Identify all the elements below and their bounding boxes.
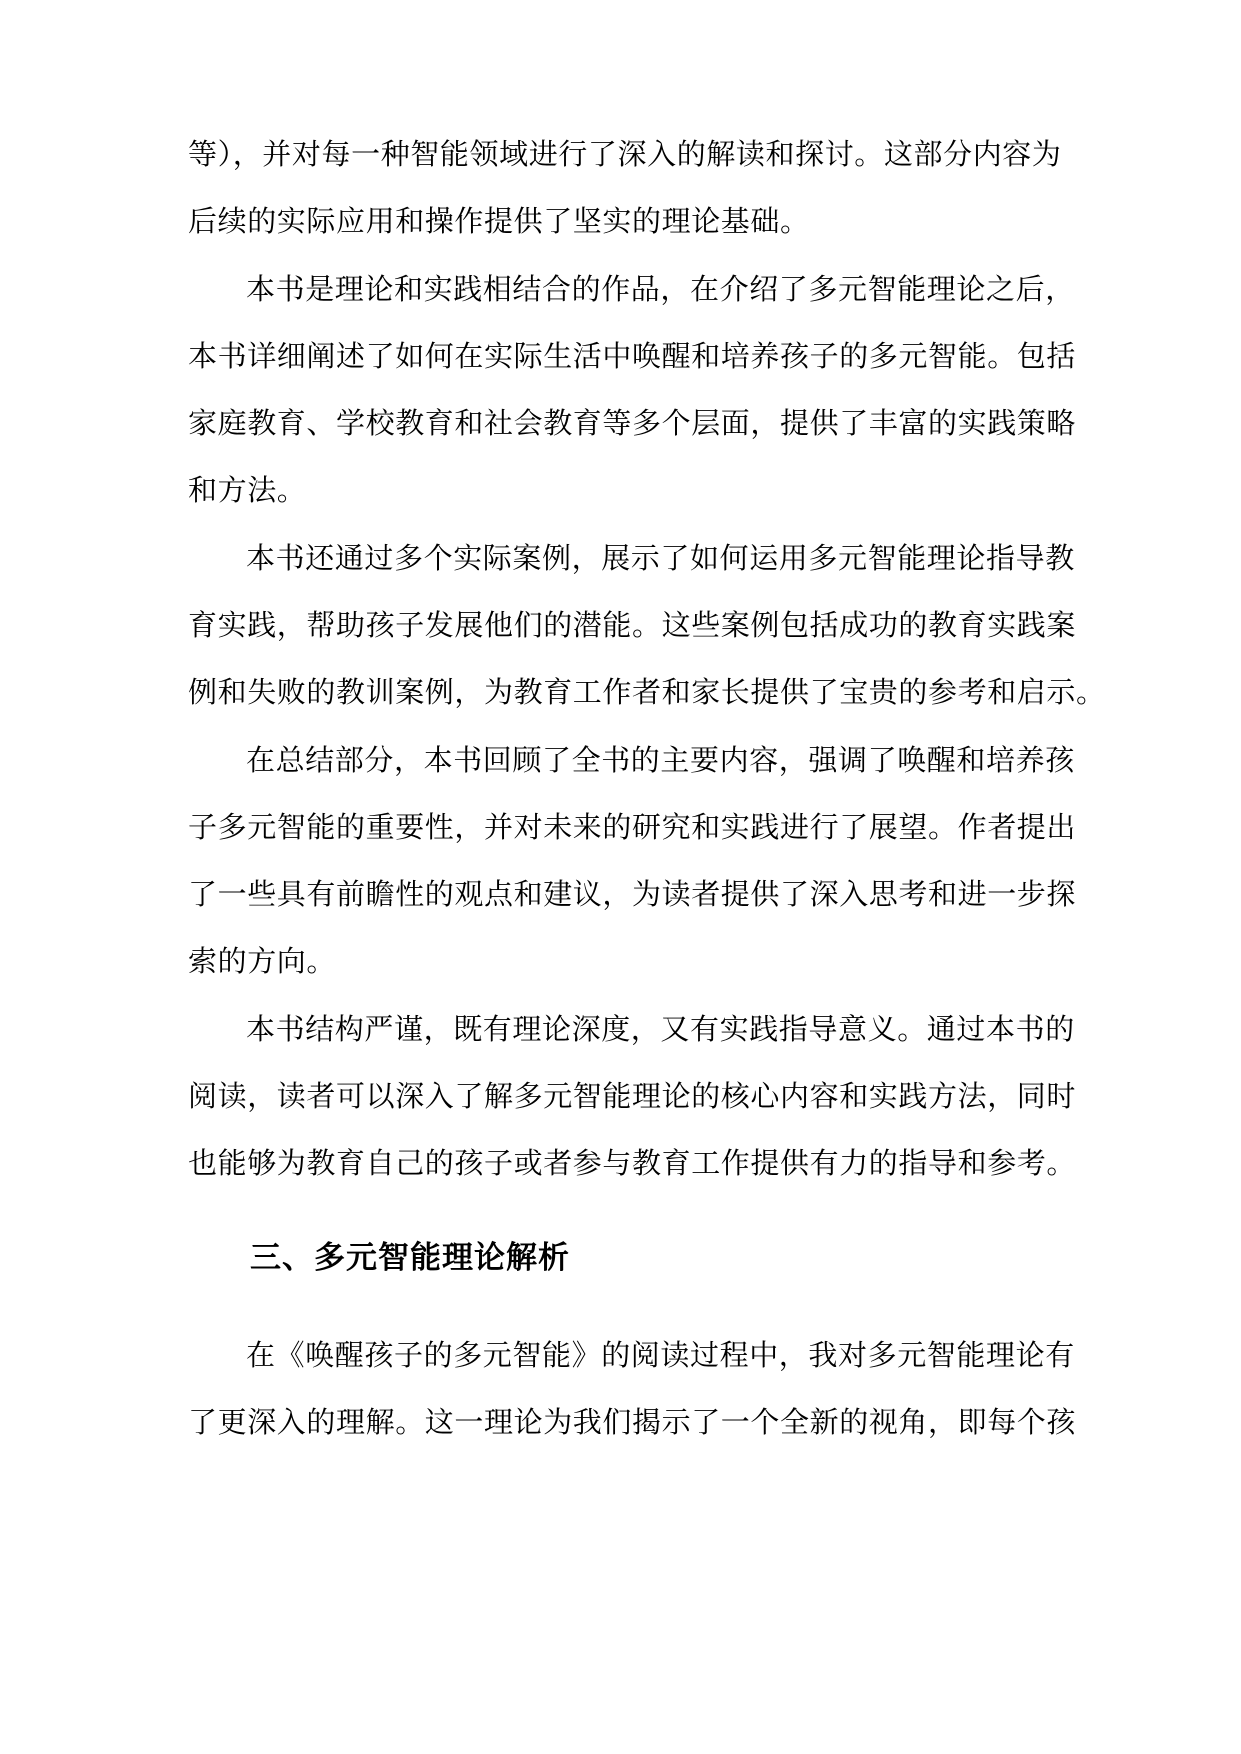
- paragraph-line: 在总结部分，本书回顾了全书的主要内容，强调了唤醒和培养孩: [246, 743, 1075, 777]
- paragraph-line: 本书是理论和实践相结合的作品，在介绍了多元智能理论之后，: [246, 272, 1075, 306]
- paragraph-line: 了更深入的理解。这一理论为我们揭示了一个全新的视角，即每个孩: [188, 1405, 1077, 1439]
- paragraph-line: 也能够为教育自己的孩子或者参与教育工作提供有力的指导和参考。: [188, 1146, 1077, 1180]
- paragraph-line: 在《唤醒孩子的多元智能》的阅读过程中，我对多元智能理论有: [246, 1338, 1075, 1372]
- paragraph-line: 例和失败的教训案例，为教育工作者和家长提供了宝贵的参考和启示。: [188, 675, 1106, 709]
- paragraph-line: 家庭教育、学校教育和社会教育等多个层面，提供了丰富的实践策略: [188, 406, 1077, 440]
- paragraph-line: 本书还通过多个实际案例，展示了如何运用多元智能理论指导教: [246, 541, 1075, 575]
- paragraph-line: 育实践，帮助孩子发展他们的潜能。这些案例包括成功的教育实践案: [188, 608, 1077, 642]
- paragraph-line: 索的方向。: [188, 944, 337, 978]
- section-heading: 三、多元智能理论解析: [250, 1240, 570, 1276]
- paragraph-line: 阅读，读者可以深入了解多元智能理论的核心内容和实践方法，同时: [188, 1079, 1077, 1113]
- paragraph-line: 了一些具有前瞻性的观点和建议，为读者提供了深入思考和进一步探: [188, 877, 1077, 911]
- paragraph-line: 子多元智能的重要性，并对未来的研究和实践进行了展望。作者提出: [188, 810, 1077, 844]
- paragraph-line: 后续的实际应用和操作提供了坚实的理论基础。: [188, 204, 810, 238]
- paragraph-line: 本书详细阐述了如何在实际生活中唤醒和培养孩子的多元智能。包括: [188, 339, 1077, 373]
- paragraph-line: 本书结构严谨，既有理论深度，又有实践指导意义。通过本书的: [246, 1012, 1075, 1046]
- paragraph-line: 等），并对每一种智能领域进行了深入的解读和探讨。这部分内容为: [188, 137, 1062, 171]
- paragraph-line: 和方法。: [188, 473, 307, 507]
